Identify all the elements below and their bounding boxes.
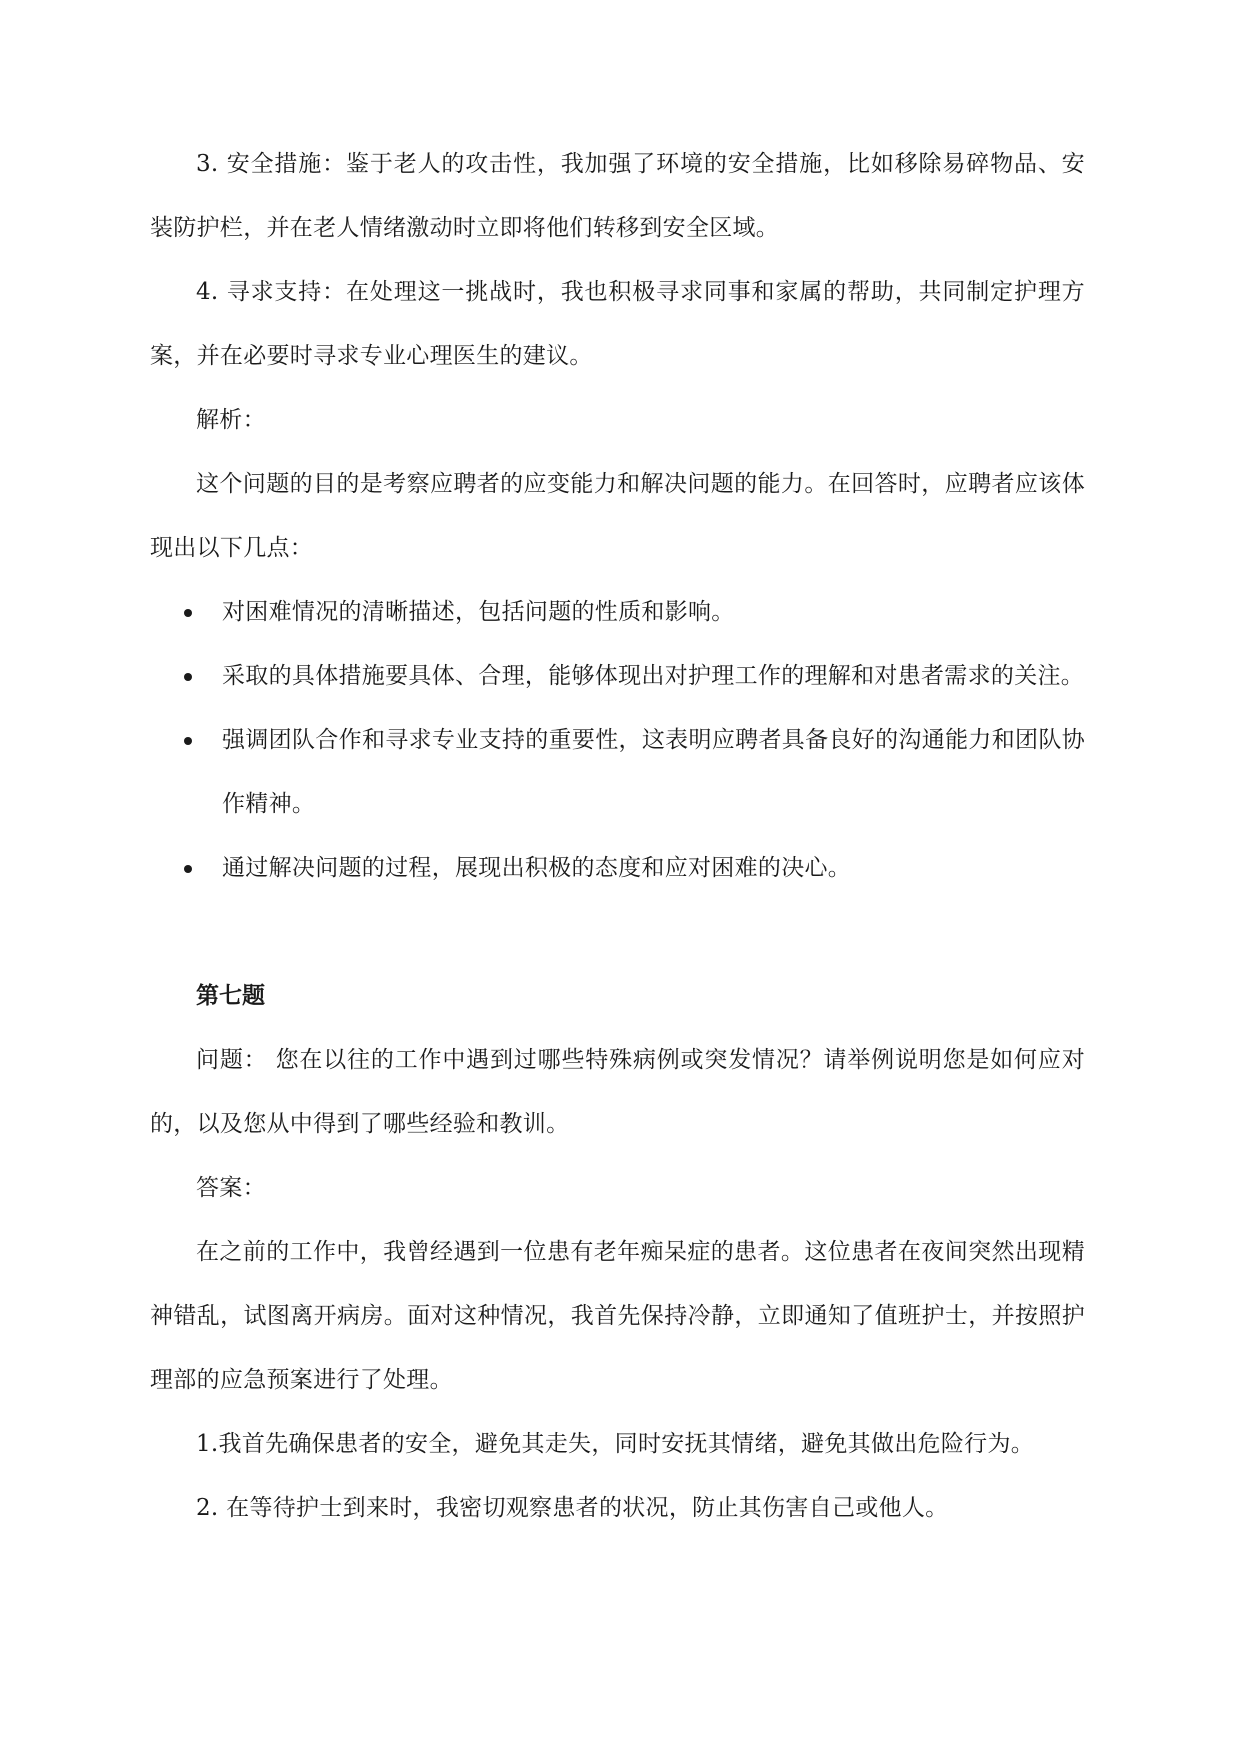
list-item (150, 836, 1085, 900)
analysis-label: 解析： (196, 407, 266, 433)
answer-step-one: 1.我首先确保患者的安全，避免其走失，同时安抚其情绪，避免其做出危险行为。 (196, 1431, 1035, 1457)
paragraph-seek-support: 4. 寻求支持：在处理这一挑战时，我也积极寻求同事和家属的帮助，共同制定护理方案，并在必要时寻求专业心理医生的建议。 (150, 279, 1085, 369)
analysis-intro: 这个问题的目的是考察应聘者的应变能力和解决问题的能力。在回答时，应聘者应该体现出以下几点： (150, 471, 1085, 561)
question-seven-text: 问题： 您在以往的工作中遇到过哪些特殊病例或突发情况？请举例说明您是如何应对的，以及您从中得到了哪些经验和教训。 (150, 1047, 1085, 1137)
answer-label: 答案： (196, 1175, 266, 1201)
answer-intro: 在之前的工作中，我曾经遇到一位患有老年痴呆症的患者。这位患者在夜间突然出现精神错乱，试图离开病房。面对这种情况，我首先保持冷静，立即通知了值班护士，并按照护理部的应急预案进行了处理。 (150, 1239, 1085, 1393)
bullet-icon (184, 609, 192, 617)
question-seven-title: 第七题 (196, 982, 265, 1009)
bullet-icon (184, 865, 192, 873)
bullet-text: 采取的具体措施要具体、合理，能够体现出对护理工作的理解和对患者需求的关注。 (222, 663, 1085, 689)
answer-step-two: 2. 在等待护士到来时，我密切观察患者的状况，防止其伤害自己或他人。 (196, 1495, 949, 1521)
analysis-bullet-list (150, 580, 1085, 900)
bullet-icon (184, 673, 192, 681)
list-item (150, 644, 1085, 708)
list-item (150, 708, 1085, 836)
list-item (150, 580, 1085, 644)
bullet-text: 强调团队合作和寻求专业支持的重要性，这表明应聘者具备良好的沟通能力和团队协作精神。 (222, 727, 1085, 817)
bullet-icon (184, 737, 192, 745)
paragraph-safety-measures: 3. 安全措施：鉴于老人的攻击性，我加强了环境的安全措施，比如移除易碎物品、安装防护栏，并在老人情绪激动时立即将他们转移到安全区域。 (150, 151, 1085, 241)
bullet-text: 通过解决问题的过程，展现出积极的态度和应对困难的决心。 (222, 855, 852, 881)
bullet-text: 对困难情况的清晰描述，包括问题的性质和影响。 (222, 599, 735, 625)
